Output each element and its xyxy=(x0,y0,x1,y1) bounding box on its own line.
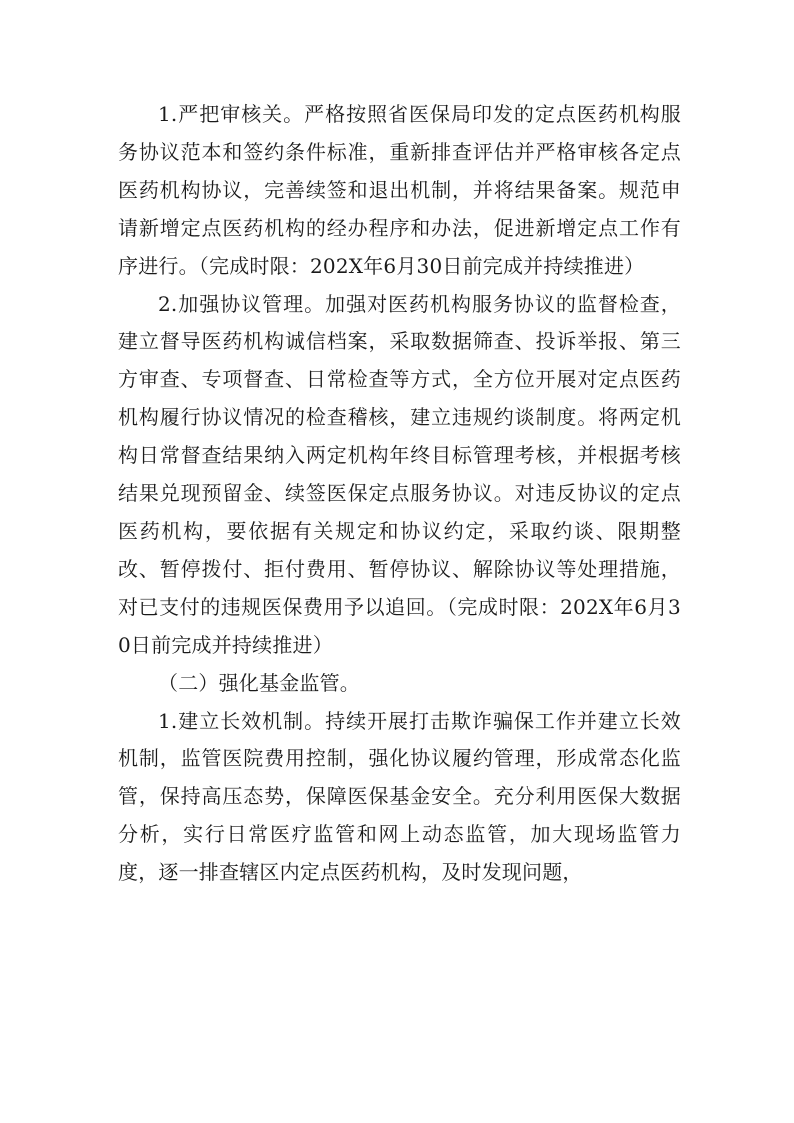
paragraph-agreement-management: 2.加强协议管理。加强对医药机构服务协议的监督检查，建立督导医药机构诚信档案，采取数据筛查、投诉举报、第三方审查、专项督查、日常检查等方式，全方位开展对定点医药机构履行协议情况的检查稽核，建立违规约谈制度。将两定机构日常督查结果纳入两定机构年终目标管理考核，并根据考核结果兑现预留金、续签医保定点服务协议。对违反协议的定点医药机构，要依据有关规定和协议约定，采取约谈、限期整改、暂停拨付、拒付费用、暂停协议、解除协议等处理措施，对已支付的违规医保费用予以追回。（完成时限：202X年6月30日前完成并持续推进） xyxy=(118,291,681,657)
paragraph-strict-review: 1.严把审核关。严格按照省医保局印发的定点医药机构服务协议范本和签约条件标准，重新排查评估并严格审核各定点医药机构协议，完善续签和退出机制，并将结果备案。规范申请新增定点医药机构的经办程序和办法，促进新增定点工作有序进行。（完成时限：202X年6月30日前完成并持续推进） xyxy=(118,102,681,278)
paragraph-long-term-mechanism: 1.建立长效机制。持续开展打击欺诈骗保工作并建立长效机制，监管医院费用控制，强化协议履约管理，形成常态化监管，保持高压态势，保障医保基金安全。充分利用医保大数据分析，实行日常医疗监管和网上动态监管，加大现场监管力度，逐一排查辖区内定点医药机构，及时发现问题， xyxy=(118,708,681,885)
section-heading-fund-supervision: （二）强化基金监管。 xyxy=(158,670,360,695)
document-page xyxy=(118,96,681,892)
